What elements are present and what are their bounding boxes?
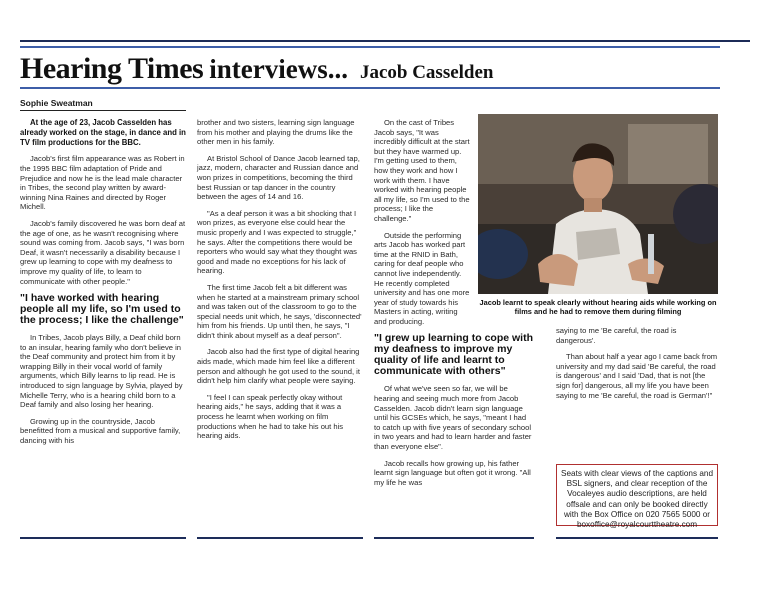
masthead-title: Hearing Times (20, 52, 204, 85)
paragraph: Of what we've seen so far, we will be hearing and seeing much more from Jacob Casselden. Jacob didn't learn sign language until his GCSEs which, he says, "meant I had to catch up with five years of secondary school in two years and had to learn harder and faster than everyone else". (374, 384, 532, 452)
paragraph: Jacob recalls how growing up, his father learnt sign language but often got it wrong. "All my life he was (374, 458, 531, 487)
paragraph: In Tribes, Jacob plays Billy, a Deaf child born to an insular, hearing family who don't believe in the Deaf community and protect him from it by wrapping Billy in their vocal world of family arguments, which Billy learns to lip read. He is introduced to sign language by Sylvia, played by Michelle Terry, who is a hearing child born to a Deaf family and also losing her hearing. (20, 333, 183, 410)
masthead-subject: Jacob Casselden (359, 62, 494, 83)
masthead (20, 52, 740, 88)
top-rule-blue (20, 46, 720, 48)
heading-underline (20, 87, 720, 89)
paragraph: saying to me 'Be careful, the road is dangerous'. (556, 326, 677, 345)
top-rule-dark (20, 40, 750, 42)
column-2 (197, 118, 363, 448)
paragraph: At Bristol School of Dance Jacob learned tap, jazz, modern, character and Russian dance and won prizes in competitions, becoming the third best Russian or tap dancer in the country between the ages of 14 and 16. (197, 153, 360, 202)
paragraph: "As a deaf person it was a bit shocking that I won prizes, as everyone else could hear the music properly and I was expected to struggle," he says. After the competitions there would be reporters who would say what they thought was good and made no exceptions for his lack of hearing. (197, 208, 357, 276)
standfirst: At the age of 23, Jacob Casselden has already worked on the stage, in dance and in TV film productions for the BBC. (20, 118, 186, 147)
pull-quote: "I grew up learning to cope with my deafness to improve my quality of life and learnt to communicate with others" (374, 332, 533, 378)
photo-jacob (478, 114, 718, 294)
paragraph: Growing up in the countryside, Jacob benefitted from a musical and supportive family, dancing with his (20, 416, 181, 446)
paragraph: Jacob's first film appearance was as Robert in the 1995 BBC film adaptation of Pride and Prejudice and now he is the lead male character in Tribes, the second play written by award-winning Nina Raines and directed by Roger Michell. (20, 154, 185, 212)
column-4-bottom-rule (556, 537, 718, 539)
paragraph: Jacob also had the first type of digital hearing aids made, which made him feel like a different person and although he got used to the sound, it didn't help him clarify what people were saying. (197, 347, 360, 386)
paragraph: "I feel I can speak perfectly okay without hearing aids," he says, adding that it was a process he learnt when working on film productions when he had to take his out his hearing aids. (197, 392, 344, 441)
column-1-bottom-rule (20, 537, 186, 539)
paragraph: Jacob's family discovered he was born deaf at the age of one, as he wasn't recognising where sound was coming from. Jacob says, "I was born Deaf, it wasn't necessarily a disability because I grew up learning to cope with my deafness to improve my quality of life, to learn to communicate with other people." (20, 218, 186, 286)
column-3-bottom-rule (374, 537, 534, 539)
byline-underline (20, 110, 186, 111)
paragraph: brother and two sisters, learning sign language from his mother and playing the drums like the other men in his family. (197, 118, 355, 147)
column-2-bottom-rule (197, 537, 363, 539)
booking-info-box: Seats with clear views of the captions and BSL signers, and clear reception of the Vocaleyes audio descriptions, are held offsale and can only be booked directly with the Box Office on 020 7565 5000 or boxoffice@royalcourttheatre.com (556, 464, 718, 526)
paragraph: Than about half a year ago I came back from university and my dad said 'Be careful, the road is dangerous' and I said 'Dad, that is not [the sign for] dangerous, all my life you have been saying to me 'Be careful, the road is German'!" (556, 352, 718, 400)
paragraph: On the cast of Tribes Jacob says, "It was incredibly difficult at the start but they have warmed up. I'm getting used to them, how they work and how I work with them. I have worked with hearing people all my life, so I'm used to the process; I like the challenge." (374, 118, 470, 223)
portrait-image (478, 114, 718, 294)
paragraph: The first time Jacob felt a bit different was when he started at a mainstream primary school and was taken out of the classroom to go to the special needs unit which, he says, 'disconnected' him from his friends. Up until then, he says, "I didn't think about myself as a deaf person". (197, 282, 362, 340)
column-1 (20, 118, 186, 453)
column-4 (556, 326, 718, 407)
photo-caption: Jacob learnt to speak clearly without hearing aids while working on films and he had to remove them during filming (479, 298, 717, 316)
paragraph: Outside the performing arts Jacob has worked part time at the RNID in Bath, caring for deaf people who cannot live independently. He recently completed university and has one more year of study towards his Masters in acting, writing and producing. (374, 230, 470, 326)
byline: Sophie Sweatman (20, 98, 93, 108)
masthead-subtitle: interviews... (209, 54, 348, 84)
pull-quote: "I have worked with hearing people all my life, so I'm used to the process; I like the challenge" (20, 292, 184, 327)
